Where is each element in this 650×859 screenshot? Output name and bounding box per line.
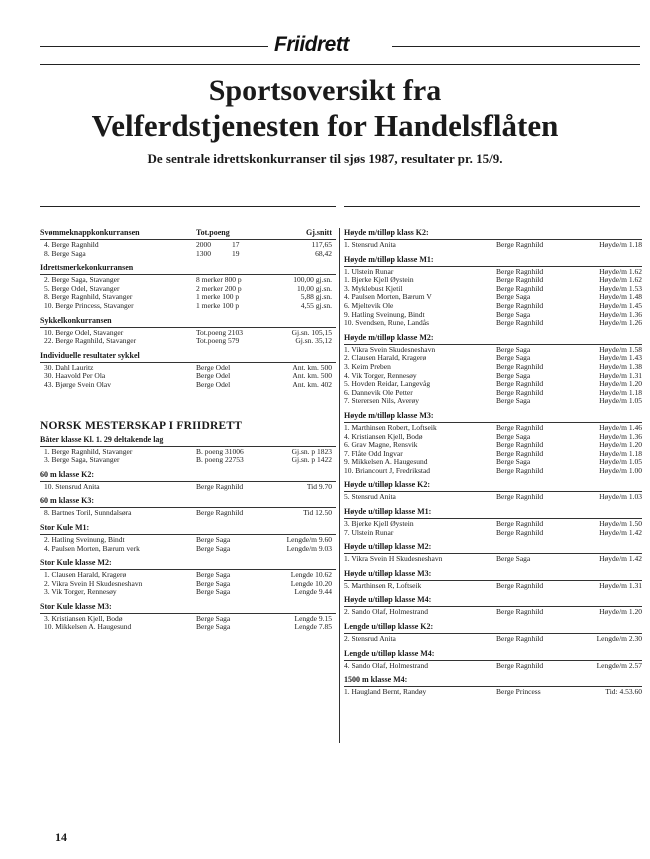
result-detail: B. poeng 22753 bbox=[196, 455, 244, 465]
athlete-name: 2. Clausen Harald, Kragerø bbox=[344, 353, 427, 363]
ship-name: Berge Ragnhild bbox=[496, 361, 544, 371]
boat-list bbox=[40, 448, 336, 465]
result-value: Lengde 10.62 bbox=[290, 570, 332, 580]
result-value: Høyde/m 1.45 bbox=[599, 300, 642, 310]
athlete-name: 1. Berge Ragnhild, Stavanger bbox=[44, 446, 133, 456]
athlete-name: 1. Vikra Svein Skudesneshavn bbox=[344, 344, 436, 354]
athlete-name: 3. Kristiansen Kjell, Bodø bbox=[44, 613, 123, 623]
ship-name: Berge Saga bbox=[496, 431, 531, 441]
avg-header: Gj.snitt bbox=[306, 228, 332, 237]
ship-name: Berge Ragnhild bbox=[496, 660, 544, 670]
result-value: Høyde/m 1.18 bbox=[599, 387, 642, 397]
athlete-name: 10. Stensrud Anita bbox=[44, 481, 100, 491]
result-row bbox=[344, 555, 642, 564]
result-value: Tid: 4.53.60 bbox=[605, 687, 642, 697]
event-title: Høyde m/tilløp klass K2: bbox=[344, 228, 429, 237]
event-title: Høyde u/tilløp klasse M1: bbox=[344, 507, 432, 517]
athlete-name: 4. Paulsen Morten, Bærum verk bbox=[44, 543, 140, 553]
result-row bbox=[344, 662, 642, 671]
sykkel-list bbox=[40, 329, 336, 346]
athlete-name: 4. Paulsen Morten, Bærum V bbox=[344, 292, 432, 302]
athlete-name: 1. Bjerke Kjell Øystein bbox=[344, 275, 414, 285]
header-rule-right bbox=[392, 46, 640, 47]
result-value: Høyde/m 1.26 bbox=[599, 318, 642, 328]
athlete-name: 3. Myklebust Kjetil bbox=[344, 283, 403, 293]
result-value: Høyde/m 1.03 bbox=[599, 492, 642, 502]
result-detail: Berge Saga bbox=[196, 613, 231, 623]
event-title: Stor Kule klasse M3: bbox=[40, 601, 112, 611]
athlete-name: 6. Dannevik Ole Petter bbox=[344, 387, 413, 397]
athlete-name: 10. Mikkelsen A. Haugesund bbox=[44, 622, 132, 632]
event-title: Stor Kule klasse M2: bbox=[40, 558, 112, 568]
result-value: Høyde/m 1.05 bbox=[599, 396, 642, 406]
ship-name: Berge Saga bbox=[496, 370, 531, 380]
page-subtitle: De sentrale idrettskonkurranser til sjøs 1987, resultater pr. 15/9. bbox=[147, 151, 503, 166]
result-detail: Berge Odel bbox=[196, 371, 231, 381]
result-value: Høyde/m 1.43 bbox=[599, 353, 642, 363]
result-value: Lengde 9.44 bbox=[294, 587, 332, 597]
ship-name: Berge Ragnhild bbox=[496, 465, 544, 475]
idretts-title: Idrettsmerkekonkurransen bbox=[40, 263, 134, 273]
result-row bbox=[344, 493, 642, 502]
event-title: Høyde u/tilløp klasse M2: bbox=[344, 542, 432, 552]
column-divider bbox=[339, 228, 340, 743]
result-detail: 8 merker 800 p bbox=[196, 275, 242, 285]
result-value: Lengde/m 2.57 bbox=[596, 660, 642, 670]
athlete-name: 4. Sando Olaf, Holmestrand bbox=[344, 660, 428, 670]
result-detail: Berge Odel bbox=[196, 362, 231, 372]
participants: 17 bbox=[232, 240, 240, 249]
ship-name: Berge Ragnhild bbox=[496, 387, 544, 397]
ship-name: Berge Ragnhild bbox=[496, 300, 544, 310]
athlete-name: 10. Svendsen, Rune, Landås bbox=[344, 318, 429, 328]
result-detail: Berge Saga bbox=[196, 578, 231, 588]
result-value: 10,00 gj.sn. bbox=[296, 283, 332, 293]
right-events bbox=[344, 228, 642, 697]
athlete-name: 5. Stensrud Anita bbox=[344, 492, 396, 502]
athlete-name: 4. Vik Torger, Rennesøy bbox=[344, 370, 417, 380]
athlete-name: 2. Vikra Svein H Skudesneshavn bbox=[44, 578, 143, 588]
result-row bbox=[344, 608, 642, 617]
result-value: Høyde/m 1.62 bbox=[599, 275, 642, 285]
total-points: 2000 bbox=[196, 240, 211, 249]
result-row bbox=[344, 319, 642, 328]
event-title: 60 m klasse K3: bbox=[40, 496, 94, 506]
event-title: Høyde m/tilløp klasse M3: bbox=[344, 410, 434, 420]
athlete-name: 7. Sterersen Nils, Averøy bbox=[344, 396, 420, 406]
event-title: Høyde m/tilløp klasse M2: bbox=[344, 332, 434, 342]
result-row bbox=[40, 456, 336, 465]
athlete-name: 8. Berge Ragnhild, Stavanger bbox=[44, 292, 133, 302]
athlete-name: 5. Berge Odel, Stavanger bbox=[44, 283, 120, 293]
result-detail: 1 merke 100 p bbox=[196, 292, 240, 302]
result-row bbox=[344, 241, 642, 250]
ship-name: Berge Ragnhild bbox=[496, 519, 544, 529]
left-events bbox=[40, 470, 336, 632]
result-detail: Berge Saga bbox=[196, 570, 231, 580]
right-column bbox=[344, 228, 642, 697]
result-value: Høyde/m 1.00 bbox=[599, 465, 642, 475]
result-value: 100,00 gj.sn. bbox=[293, 275, 332, 285]
athlete-name: 7. Ulstein Runar bbox=[344, 527, 394, 537]
average-value: 117,65 bbox=[311, 240, 332, 249]
result-value: Høyde/m 1.48 bbox=[599, 292, 642, 302]
result-value: 5,88 gj.sn. bbox=[300, 292, 332, 302]
ship-name: 8. Berge Saga bbox=[44, 248, 86, 258]
result-value: Lengde/m 9.03 bbox=[286, 543, 332, 553]
page-title-line1: Sportsoversikt fra bbox=[208, 74, 442, 107]
event-title: Høyde u/tilløp klasse K2: bbox=[344, 480, 431, 490]
athlete-name: 1. Marthinsen Robert, Loftseik bbox=[344, 422, 437, 432]
result-value: Høyde/m 1.62 bbox=[599, 266, 642, 276]
ship-name: Berge Ragnhild bbox=[496, 448, 544, 458]
result-value: Høyde/m 1.20 bbox=[599, 607, 642, 617]
result-value: Gj.sn. 105,15 bbox=[291, 327, 332, 337]
total-points: 1300 bbox=[196, 248, 211, 258]
result-value: Lengde/m 2.30 bbox=[596, 634, 642, 644]
left-column-header bbox=[40, 228, 336, 238]
result-value: Ant. km. 402 bbox=[292, 379, 332, 389]
ship-name: Berge Saga bbox=[496, 554, 531, 564]
ship-name: Berge Princess bbox=[496, 687, 541, 697]
result-detail: 2 merker 200 p bbox=[196, 283, 242, 293]
result-value: Høyde/m 1.46 bbox=[599, 422, 642, 432]
result-row bbox=[344, 467, 642, 476]
result-value: Høyde/m 1.50 bbox=[599, 519, 642, 529]
result-value: Gj.sn. p 1823 bbox=[291, 446, 332, 456]
participants: 19 bbox=[232, 248, 240, 258]
athlete-name: 10. Berge Odel, Stavanger bbox=[44, 327, 124, 337]
result-row bbox=[40, 509, 336, 518]
ship-name: Berge Saga bbox=[496, 457, 531, 467]
athlete-name: 3. Keim Preben bbox=[344, 361, 391, 371]
ship-name: Berge Ragnhild bbox=[496, 527, 544, 537]
ship-name: Berge Ragnhild bbox=[496, 318, 544, 328]
ship-name: Berge Saga bbox=[496, 353, 531, 363]
result-value: Gj.sn. p 1422 bbox=[291, 455, 332, 465]
event-title: Lengde u/tilløp klasse M4: bbox=[344, 648, 435, 658]
result-value: Høyde/m 1.18 bbox=[599, 240, 642, 249]
athlete-name: 22. Berge Ragnhild, Stavanger bbox=[44, 336, 137, 346]
athlete-name: 2. Berge Saga, Stavanger bbox=[44, 275, 120, 285]
result-value: Ant. km. 500 bbox=[292, 371, 332, 381]
ship-name: Berge Ragnhild bbox=[496, 607, 544, 617]
athlete-name: 10. Briancourt J, Fredrikstad bbox=[344, 465, 431, 475]
athlete-name: 2. Stensrud Anita bbox=[344, 634, 396, 644]
result-row bbox=[40, 381, 336, 390]
indiv-title: Individuelle resultater sykkel bbox=[40, 350, 140, 360]
athlete-name: 1. Haugland Bernt, Randøy bbox=[344, 687, 427, 697]
result-detail: Berge Ragnhild bbox=[196, 481, 244, 491]
result-row bbox=[40, 545, 336, 554]
result-row bbox=[344, 529, 642, 538]
athlete-name: 5. Marthinsen R, Loftseik bbox=[344, 580, 422, 590]
event-title: Stor Kule M1: bbox=[40, 522, 90, 532]
page-title-line2: Velferdstjenesten for Handelsflåten bbox=[91, 108, 559, 143]
ship-name: Berge Ragnhild bbox=[496, 379, 544, 389]
event-header: Svømmeknappkonkurransen bbox=[40, 228, 140, 237]
athlete-name: 3. Vik Torger, Rennesøy bbox=[44, 587, 117, 597]
result-value: Lengde 9.15 bbox=[294, 613, 332, 623]
event-title: Høyde m/tilløp klasse M1: bbox=[344, 254, 434, 264]
ship-name: Berge Ragnhild bbox=[496, 283, 544, 293]
section-label: Friidrett bbox=[274, 33, 349, 56]
result-value: Høyde/m 1.20 bbox=[599, 440, 642, 450]
athlete-name: 2. Sando Olaf, Holmestrand bbox=[344, 607, 428, 617]
result-value: Høyde/m 1.36 bbox=[599, 431, 642, 441]
athlete-name: 8. Bartnes Toril, Sunndalsøra bbox=[44, 508, 132, 518]
header-rule-lower bbox=[40, 64, 640, 65]
athlete-name: 10. Berge Princess, Stavanger bbox=[44, 300, 134, 310]
result-value: Høyde/m 1.42 bbox=[599, 527, 642, 537]
athlete-name: 6. Grav Magne, Rensvik bbox=[344, 440, 418, 450]
athlete-name: 5. Hovden Reidar, Langevåg bbox=[344, 379, 431, 389]
event-title: 1500 m klasse M4: bbox=[344, 675, 408, 685]
sykkel-title: Sykkelkonkurransen bbox=[40, 315, 112, 325]
result-row bbox=[344, 397, 642, 406]
result-row bbox=[40, 588, 336, 597]
result-value: 4,55 gj.sn. bbox=[300, 300, 332, 310]
nm-heading: NORSK MESTERSKAP I FRIIDRETT bbox=[40, 419, 243, 432]
svomme-list bbox=[40, 241, 336, 258]
athlete-name: 43. Bjørge Svein Olav bbox=[44, 379, 111, 389]
event-title: Høyde u/tilløp klasse M3: bbox=[344, 568, 432, 578]
ship-name: Berge Saga bbox=[496, 309, 531, 319]
result-value: Høyde/m 1.36 bbox=[599, 309, 642, 319]
content-top-rule-left bbox=[40, 206, 336, 207]
result-value: Høyde/m 1.31 bbox=[599, 370, 642, 380]
ship-name: Berge Saga bbox=[496, 396, 531, 406]
result-value: Ant. km. 500 bbox=[292, 362, 332, 372]
result-row bbox=[344, 582, 642, 591]
result-detail: 1 merke 100 p bbox=[196, 300, 240, 310]
result-row bbox=[40, 250, 336, 259]
ship-name: Berge Ragnhild bbox=[496, 634, 544, 644]
ship-name: Berge Saga bbox=[496, 344, 531, 354]
page-number: 14 bbox=[55, 830, 67, 844]
content-top-rule-right bbox=[344, 206, 640, 207]
athlete-name: 1. Ulstein Runar bbox=[344, 266, 394, 276]
header-rule-left bbox=[40, 46, 268, 47]
event-title: 60 m klasse K2: bbox=[40, 469, 94, 479]
athlete-name: 1. Stensrud Anita bbox=[344, 240, 396, 249]
result-detail: Berge Saga bbox=[196, 543, 231, 553]
athlete-name: 3. Berge Saga, Stavanger bbox=[44, 455, 120, 465]
result-detail: Berge Odel bbox=[196, 379, 231, 389]
result-detail: Berge Saga bbox=[196, 534, 231, 544]
result-value: Høyde/m 1.18 bbox=[599, 448, 642, 458]
result-detail: Tot.poeng 579 bbox=[196, 336, 240, 346]
result-row bbox=[40, 302, 336, 311]
left-column bbox=[40, 228, 336, 632]
result-row bbox=[40, 623, 336, 632]
ship-name: Berge Ragnhild bbox=[496, 492, 544, 502]
result-row bbox=[344, 635, 642, 644]
athlete-name: 2. Hatling Sveinung, Bindt bbox=[44, 534, 125, 544]
result-value: Høyde/m 1.38 bbox=[599, 361, 642, 371]
result-row bbox=[40, 483, 336, 492]
result-row bbox=[344, 688, 642, 697]
athlete-name: 9. Mikkelsen A. Haugesund bbox=[344, 457, 428, 467]
ship-name: Berge Ragnhild bbox=[496, 266, 544, 276]
ship-name: Berge Ragnhild bbox=[496, 580, 544, 590]
athlete-name: 1. Vikra Svein H Skudesneshavn bbox=[344, 554, 443, 564]
result-row bbox=[40, 337, 336, 346]
athlete-name: 1. Clausen Harald, Kragerø bbox=[44, 570, 127, 580]
result-value: Høyde/m 1.42 bbox=[599, 554, 642, 564]
athlete-name: 30. Dahl Lauritz bbox=[44, 362, 94, 372]
ship-name: 4. Berge Ragnhild bbox=[44, 240, 99, 249]
result-detail: Berge Ragnhild bbox=[196, 508, 244, 518]
athlete-name: 30. Haavold Per Ola bbox=[44, 371, 106, 381]
result-value: Høyde/m 1.05 bbox=[599, 457, 642, 467]
athlete-name: 6. Mjeltevik Ole bbox=[344, 300, 394, 310]
athlete-name: 4. Kristiansen Kjell, Bodø bbox=[344, 431, 423, 441]
ship-name: Berge Ragnhild bbox=[496, 240, 544, 249]
result-value: Høyde/m 1.31 bbox=[599, 580, 642, 590]
result-value: Lengde/m 9.60 bbox=[286, 534, 332, 544]
points-header: Tot.poeng bbox=[196, 228, 230, 237]
result-detail: Berge Saga bbox=[196, 622, 231, 632]
result-value: Tid 12.50 bbox=[303, 508, 332, 518]
boat-title: Båter klasse Kl. 1. 29 deltakende lag bbox=[40, 434, 164, 444]
athlete-name: 3. Bjerke Kjell Øystein bbox=[344, 519, 414, 529]
result-detail: Tot.poeng 2103 bbox=[196, 327, 243, 337]
event-title: Lengde u/tilløp klasse K2: bbox=[344, 622, 434, 632]
ship-name: Berge Ragnhild bbox=[496, 440, 544, 450]
athlete-name: 9. Hatling Sveinung, Bindt bbox=[344, 309, 425, 319]
result-value: Høyde/m 1.53 bbox=[599, 283, 642, 293]
result-detail: B. poeng 31006 bbox=[196, 446, 244, 456]
result-value: Høyde/m 1.20 bbox=[599, 379, 642, 389]
result-value: Høyde/m 1.58 bbox=[599, 344, 642, 354]
ship-name: Berge Ragnhild bbox=[496, 275, 544, 285]
result-value: Tid 9.70 bbox=[306, 481, 332, 491]
athlete-name: 7. Flåte Odd Ingvar bbox=[344, 448, 403, 458]
result-value: Lengde 7.85 bbox=[294, 622, 332, 632]
ship-name: Berge Ragnhild bbox=[496, 422, 544, 432]
indiv-list bbox=[40, 364, 336, 390]
result-value: Gj.sn. 35,12 bbox=[295, 336, 332, 346]
idretts-list bbox=[40, 276, 336, 310]
result-value: Lengde 10.20 bbox=[290, 578, 332, 588]
result-detail: Berge Saga bbox=[196, 587, 231, 597]
event-title: Høyde u/tilløp klasse M4: bbox=[344, 595, 432, 605]
ship-name: Berge Saga bbox=[496, 292, 531, 302]
average-value: 68,42 bbox=[315, 248, 332, 258]
